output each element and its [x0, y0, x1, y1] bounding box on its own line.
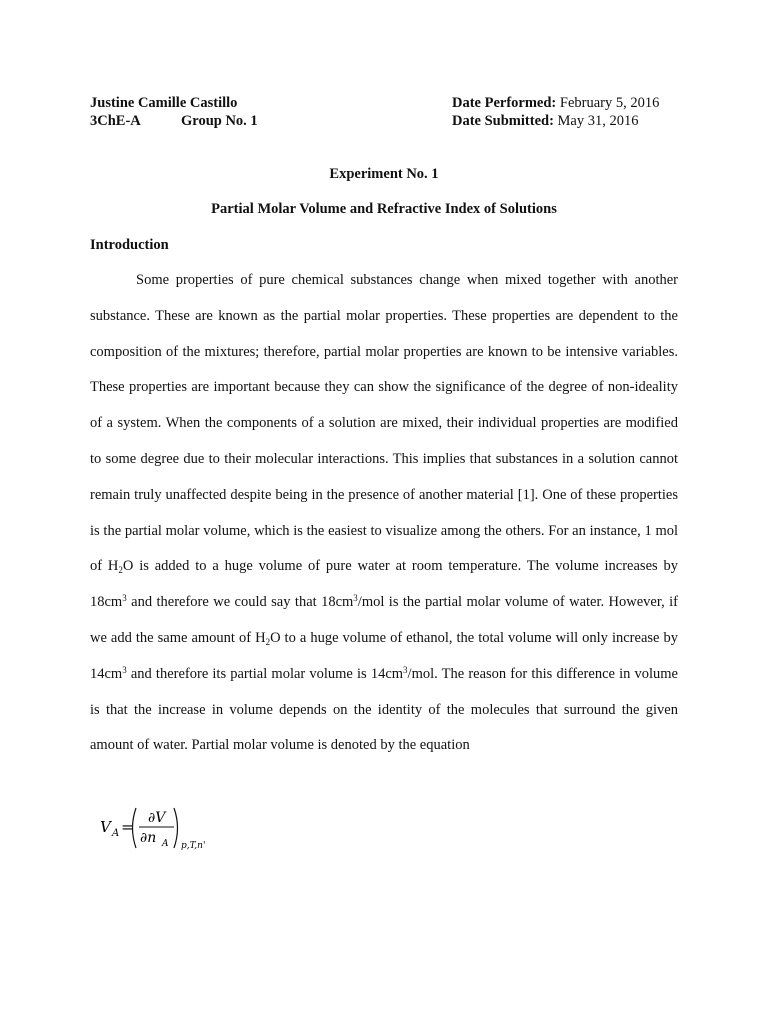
eq-constraints: p,T,n': [181, 841, 206, 851]
intro-text-5: O to a huge volume of ethanol, the total volume will only increase by 14cm: [90, 629, 678, 682]
section-label: 3ChE-A: [90, 113, 141, 129]
eq-equals: =: [121, 818, 134, 836]
eq-left-paren: [133, 808, 137, 848]
date-performed-label: Date Performed:: [452, 95, 557, 111]
author-name: Justine Camille Castillo: [90, 95, 238, 111]
eq-lhs: V: [100, 818, 111, 836]
eq-numerator: ∂V: [148, 810, 166, 826]
superscript-3: 3: [122, 593, 127, 604]
date-submitted-value: May 31, 2016: [557, 113, 639, 129]
intro-text-4: /mol is the partial molar volume of water. However, if we add the same amount of H: [90, 594, 678, 646]
superscript-3: 3: [353, 593, 358, 604]
eq-lhs-sub: A: [112, 828, 120, 839]
intro-text-6: and therefore its partial molar volume is 14cm: [126, 665, 404, 682]
experiment-number: Experiment No. 1: [329, 166, 439, 182]
subscript-2: 2: [118, 565, 123, 576]
partial-molar-volume-equation: [100, 804, 230, 852]
intro-text-1: Some properties of pure chemical substances change when mixed together with another substance. These are known as the partial molar properties. These properties are dependent to the composition of the mixtures; therefore, partial molar properties are known to be intensive variables. These properties are important because they can show the significance of the degree of non-ideality of a system. When the components of a solution are mixed, their individual properties are modified to some degree due to their molecular interactions. This implies that substances in a solution cannot remain truly unaffected despite being in the presence of another material [1]. One of these properties is the partial molar volume, which is the easiest to visualize among the others. For an instance, 1 mol of H: [90, 272, 678, 575]
date-submitted-label: Date Submitted:: [452, 113, 554, 129]
introduction-heading: Introduction: [90, 237, 169, 253]
date-performed: [452, 94, 659, 112]
date-performed-value: February 5, 2016: [559, 95, 660, 111]
group-label: Group No. 1: [181, 113, 258, 129]
intro-text-7: /mol. The reason for this difference in volume is that the increase in volume depends on the identity of the molecules that surround the given amount of water. Partial molar volume is denoted by the equation: [90, 665, 678, 754]
intro-text-2: O is added to a huge volume of pure water at room temperature. The volume increases by 18cm: [90, 558, 678, 611]
eq-denominator-sub: A: [162, 839, 169, 849]
superscript-3: 3: [122, 664, 127, 675]
superscript-3: 3: [403, 664, 408, 675]
intro-text-3: and therefore we could say that 18cm: [126, 594, 354, 611]
eq-denominator: ∂n: [140, 830, 157, 846]
date-submitted: [452, 112, 639, 130]
eq-right-paren: [174, 808, 178, 848]
subscript-2: 2: [265, 636, 271, 647]
experiment-title: Partial Molar Volume and Refractive Index of Solutions: [211, 201, 557, 217]
introduction-paragraph: [90, 263, 678, 764]
